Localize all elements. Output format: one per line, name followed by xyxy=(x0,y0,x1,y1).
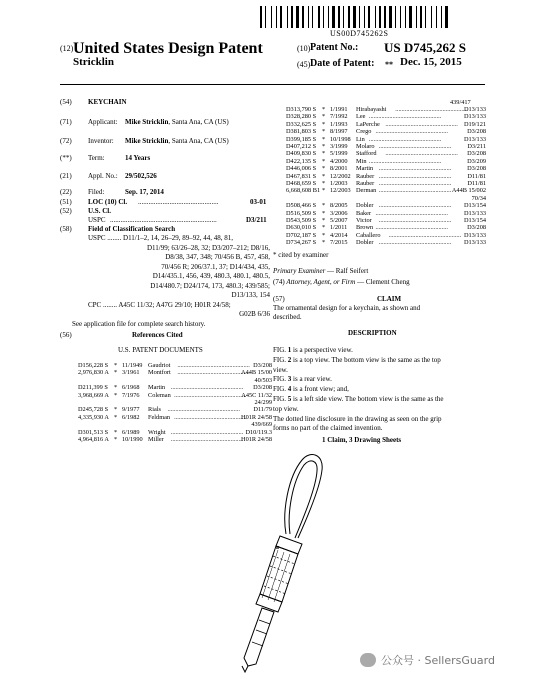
description-line: forms no part of the claimed invention. xyxy=(273,424,383,433)
watermark-text: 公众号 · SellersGuard xyxy=(381,654,495,667)
reference-inventor: Hirabayashi xyxy=(356,106,387,113)
applicant-location: , Santa Ana, CA (US) xyxy=(168,118,229,126)
filed-label: Filed: xyxy=(88,188,105,196)
reference-number: D407,212 S xyxy=(286,143,317,150)
reference-inventor: Wright xyxy=(148,428,166,436)
reference-class: A44B 15/002 xyxy=(451,187,486,195)
reference-class: D10/119.3 xyxy=(245,428,272,436)
reference-date: 1/1993 xyxy=(330,120,348,128)
reference-class: D13/133 xyxy=(463,209,486,217)
keychain-drawing xyxy=(190,452,340,682)
reference-date: 5/2007 xyxy=(330,217,348,224)
classification-search-line: USPC ........ D11/1–2, 14, 26–29, 89–92, 44, 48, 81, xyxy=(88,234,234,242)
field-54-tag: (54) xyxy=(60,98,72,106)
reference-date: 6/1982 xyxy=(122,413,140,421)
reference-inventor: Dobler xyxy=(356,202,374,210)
reference-leader: .............................................. xyxy=(378,143,452,150)
reference-date: 11/1949 xyxy=(122,362,143,369)
reference-continued-class: 439/417 xyxy=(450,99,471,106)
reference-leader: .............................................. xyxy=(395,106,468,113)
reference-number: D211,399 S xyxy=(78,384,108,392)
page-title: United States Design Patent xyxy=(73,40,263,57)
reference-number: D468,659 S xyxy=(286,180,317,187)
reference-date: 8/2005 xyxy=(330,202,348,210)
reference-inventor: Min xyxy=(356,157,367,165)
reference-class: 24/299 xyxy=(254,399,272,406)
reference-date: 6/1968 xyxy=(122,384,140,392)
reference-star: * xyxy=(114,369,118,377)
reference-number: D630,010 S xyxy=(286,224,317,232)
term-extension-marker: ** xyxy=(385,60,393,69)
reference-leader: .............................................. xyxy=(167,406,240,414)
reference-star: * xyxy=(322,135,326,143)
watermark xyxy=(360,652,495,668)
reference-leader: .............................................. xyxy=(385,150,458,158)
reference-star: * xyxy=(322,224,326,232)
reference-class: D3/208 xyxy=(467,150,486,158)
reference-class: D3/208 xyxy=(467,224,486,232)
reference-leader: .............................................. xyxy=(170,436,244,443)
reference-number: D399,185 S xyxy=(286,135,317,143)
classification-search-line: CPC ........ A45C 11/32; A47G 29/10; H01R 24/58; xyxy=(88,300,231,309)
keychain-grip xyxy=(260,546,298,602)
description-line: FIG. 1 is a perspective view. xyxy=(273,346,353,354)
reference-inventor: Feldman xyxy=(148,413,171,421)
reference-inventor: Gaudriot xyxy=(148,362,171,369)
claim-title: CLAIM xyxy=(377,295,402,303)
reference-class: D19/121 xyxy=(463,120,486,128)
description-line: FIG. 3 is a rear view. xyxy=(273,375,332,384)
reference-leader: .............................................. xyxy=(385,120,458,128)
reference-number: D702,187 S xyxy=(286,231,317,239)
reference-leader: .............................................. xyxy=(375,209,448,217)
primary-examiner-label: Primary Examiner xyxy=(273,267,326,275)
reference-date: 3/1961 xyxy=(122,369,140,377)
loc-class-label: LOC (10) Cl. xyxy=(88,198,128,206)
reference-date: 8/2001 xyxy=(330,165,348,173)
reference-date: 3/1999 xyxy=(330,143,348,150)
reference-star: * xyxy=(114,428,118,436)
reference-star: * xyxy=(114,406,118,414)
classification-search-line: G02B 6/36 xyxy=(239,310,270,318)
date-of-patent: Dec. 15, 2015 xyxy=(400,56,462,68)
us-patent-documents-label: U.S. PATENT DOCUMENTS xyxy=(118,346,203,354)
claim-text-line-2: described. xyxy=(273,313,302,321)
classification-search-line: D14/480.7; D24/174, 173, 480.3; 439/585; xyxy=(150,281,270,290)
reference-inventor: Crego xyxy=(356,128,372,136)
reference-leader: .............................................. xyxy=(378,180,452,187)
reference-class: D13/133 xyxy=(463,135,486,143)
reference-class: H01R 24/58 xyxy=(241,436,272,443)
reference-date: 10/1990 xyxy=(122,436,143,443)
appl-no-label: Appl. No.: xyxy=(88,172,118,180)
reference-star: * xyxy=(322,202,326,210)
reference-number: D156,228 S xyxy=(78,362,109,369)
date-of-patent-label: Date of Patent: xyxy=(310,58,375,69)
filed-value: Sep. 17, 2014 xyxy=(125,188,164,196)
reference-star: * xyxy=(322,106,326,113)
reference-date: 1/2011 xyxy=(330,224,348,232)
description-line: FIG. 5 is a left side view. The bottom view is the same as the xyxy=(273,395,444,403)
reference-inventor: Lin xyxy=(356,135,365,143)
term-value: 14 Years xyxy=(125,154,151,162)
field-21-tag: (21) xyxy=(60,172,72,180)
classification-search-line: See application file for complete search history. xyxy=(72,319,206,328)
uspc-label: USPC xyxy=(88,216,106,224)
reference-inventor: Baker xyxy=(356,209,372,217)
reference-number: D516,509 S xyxy=(286,209,317,217)
reference-number: D328,280 S xyxy=(286,113,317,121)
reference-number: D734,267 S xyxy=(286,239,317,247)
reference-inventor: Rauber xyxy=(356,180,375,187)
description-line: The dotted line disclosure in the drawing as seen on the grip xyxy=(273,414,442,423)
reference-inventor: Molaro xyxy=(356,143,375,150)
reference-class: D3/208 xyxy=(467,165,486,173)
claim-text-line-1: The ornamental design for a keychain, as shown and xyxy=(273,304,421,312)
reference-number: D508,466 S xyxy=(286,202,317,210)
barcode-number: US00D745262S xyxy=(330,29,389,38)
reference-class: D3/208 xyxy=(467,128,486,136)
reference-class: D13/133 xyxy=(463,239,486,247)
reference-number: D301,513 S xyxy=(78,428,109,436)
reference-number: D422,135 S xyxy=(286,157,317,165)
reference-leader: .............................................. xyxy=(177,362,250,369)
reference-class: A45C 11/32 xyxy=(241,391,272,399)
description-line: FIG. 4 is a front view; and, xyxy=(273,385,349,394)
reference-star: * xyxy=(114,384,118,392)
design-title: KEYCHAIN xyxy=(88,98,127,106)
reference-class: D13/154 xyxy=(463,217,486,224)
reference-inventor: Caballero xyxy=(356,231,381,239)
reference-number: D245,728 S xyxy=(78,406,109,414)
reference-inventor: Stafford xyxy=(356,150,377,158)
reference-inventor: Martin xyxy=(356,165,374,173)
loc-class-value: 03-01 xyxy=(250,198,267,206)
field-of-search-label: Field of Classification Search xyxy=(88,225,176,233)
reference-star: * xyxy=(322,157,326,165)
reference-date: 12/2003 xyxy=(330,187,351,195)
uspc-value: D3/211 xyxy=(246,216,267,224)
patent-number-label: Patent No.: xyxy=(310,42,359,53)
reference-inventor: Martin xyxy=(148,384,166,392)
reference-star: * xyxy=(114,413,118,421)
reference-leader: .............................................. xyxy=(378,217,452,224)
reference-class: 40/503 xyxy=(254,376,272,384)
reference-star: * xyxy=(322,231,326,239)
reference-class: D13/154 xyxy=(463,202,486,210)
reference-leader: .............................................. xyxy=(170,428,244,436)
reference-class: D13/133 xyxy=(463,231,486,239)
attorney-name: — Clement Cheng xyxy=(355,278,410,286)
inventor-label: Inventor: xyxy=(88,137,114,145)
field-52-tag: (52) xyxy=(60,207,72,215)
barcode xyxy=(260,6,474,28)
reference-number: D313,790 S xyxy=(286,106,317,113)
reference-number: 2,976,830 A xyxy=(78,369,109,377)
reference-date: 8/1997 xyxy=(330,128,348,136)
inventor-name: Mike Stricklin xyxy=(125,137,169,145)
reference-inventor: Lee xyxy=(356,113,366,121)
reference-leader: .............................................. xyxy=(177,369,250,377)
reference-class: D11/79 xyxy=(253,406,272,414)
reference-inventor: Dobler xyxy=(356,239,374,247)
reference-class: 439/669 xyxy=(251,421,272,429)
reference-number: D467,831 S xyxy=(286,172,317,180)
reference-number: D409,830 S xyxy=(286,150,317,158)
classification-search-line: D14/435.1, 456, 439, 480.3, 480.1, 480.5, xyxy=(152,272,270,280)
reference-leader: .............................................. xyxy=(378,202,452,210)
classification-search-line: 70/456 R; 206/37.1, 37; D14/434, 435, xyxy=(161,262,270,271)
loc-class-leader: .............................................. xyxy=(138,198,219,206)
reference-inventor: Coleman xyxy=(148,391,171,399)
reference-leader: .............................................. xyxy=(375,128,448,136)
reference-star: * xyxy=(322,187,326,195)
reference-date: 7/1976 xyxy=(122,391,140,399)
reference-class: D3/211 xyxy=(467,143,486,150)
field-58-tag: (58) xyxy=(60,225,72,233)
reference-inventor: Montfort xyxy=(148,369,171,377)
reference-number: D381,803 S xyxy=(286,128,317,136)
term-label: Term: xyxy=(88,154,105,162)
applicant-name: Mike Stricklin xyxy=(125,118,169,126)
reference-inventor: Rials xyxy=(148,406,161,414)
claim-tag: (57) xyxy=(273,295,285,303)
primary-examiner-name: — Ralf Seifert xyxy=(325,267,369,275)
reference-star: * xyxy=(114,391,118,399)
reference-leader: .............................................. xyxy=(170,384,244,392)
reference-star: * xyxy=(114,436,118,443)
reference-leader: .............................................. xyxy=(378,172,452,180)
term-tag: (**) xyxy=(60,154,72,162)
reference-inventor: Miller xyxy=(148,436,164,443)
reference-class: H01R 24/58 xyxy=(241,413,272,421)
field-22-tag: (22) xyxy=(60,188,72,196)
reference-date: 5/1999 xyxy=(330,150,348,158)
reference-class: D13/133 xyxy=(463,113,486,121)
reference-class: D3/208 xyxy=(253,384,272,392)
reference-star: * xyxy=(322,120,326,128)
classification-search-line: D11/99; 63/26–28, 32; D3/207–212; D8/16, xyxy=(146,243,270,252)
reference-star: * xyxy=(322,128,326,136)
uspc-leader: ............................................................. xyxy=(110,216,217,224)
reference-date: 3/2006 xyxy=(330,209,348,217)
reference-date: 1/2003 xyxy=(330,180,348,187)
reference-date: 7/2015 xyxy=(330,239,348,247)
appl-no-value: 29/502,526 xyxy=(125,172,157,180)
attorney-tag: (74) xyxy=(273,278,285,286)
cited-by-examiner-note: * cited by examiner xyxy=(273,251,329,259)
reference-class: D3/208 xyxy=(253,362,272,369)
reference-date: 10/1998 xyxy=(330,135,351,143)
reference-class: D11/81 xyxy=(467,172,486,180)
reference-leader: .............................................. xyxy=(378,187,452,195)
description-line: FIG. 2 is a top view. The bottom view is the same as the top xyxy=(273,355,441,364)
claims-summary: 1 Claim, 3 Drawing Sheets xyxy=(322,436,402,444)
reference-inventor: Derman xyxy=(356,187,377,195)
patent-number: US D745,262 S xyxy=(384,40,466,55)
reference-leader: .............................................. xyxy=(378,239,452,247)
reference-star: * xyxy=(322,180,326,187)
reference-class: D3/209 xyxy=(467,157,486,165)
reference-leader: .............................................. xyxy=(368,157,442,165)
reference-star: * xyxy=(322,113,326,121)
classification-search-line: D8/38, 347, 348; 70/456 B, 457, 458, xyxy=(165,253,270,261)
reference-date: 7/1992 xyxy=(330,113,348,121)
keychain-plug xyxy=(244,608,274,666)
reference-star: * xyxy=(322,217,326,224)
field-56-tag: (56) xyxy=(60,331,72,339)
reference-leader: .............................................. xyxy=(368,135,442,143)
reference-date: 1/1991 xyxy=(330,106,348,113)
header-tag-45: (45) xyxy=(297,60,311,69)
description-title: DESCRIPTION xyxy=(348,329,397,337)
header-divider xyxy=(60,84,485,85)
references-cited-label: References Cited xyxy=(132,331,183,339)
description-line: view. xyxy=(273,365,288,374)
reference-date: 6/1989 xyxy=(122,428,140,436)
reference-star: * xyxy=(322,209,326,217)
reference-date: 9/1977 xyxy=(122,406,140,414)
reference-star: * xyxy=(322,143,326,150)
description-line: top view. xyxy=(273,404,299,413)
header-tag-12: (12) xyxy=(60,44,74,53)
reference-number: D543,509 S xyxy=(286,217,317,224)
reference-leader: .............................................. xyxy=(368,113,442,121)
keychain-ferrule xyxy=(276,536,302,554)
reference-leader: .............................................. xyxy=(174,391,247,399)
reference-inventor: Brown xyxy=(356,224,374,232)
reference-leader: .............................................. xyxy=(378,165,452,173)
reference-number: 6,668,608 B1 xyxy=(286,187,321,195)
wechat-icon xyxy=(360,653,376,667)
reference-star: * xyxy=(322,165,326,173)
field-72-tag: (72) xyxy=(60,137,72,145)
reference-number: D446,006 S xyxy=(286,165,317,173)
reference-date: 4/2000 xyxy=(330,157,348,165)
reference-star: * xyxy=(322,150,326,158)
reference-inventor: Victor xyxy=(356,217,372,224)
header-tag-10: (10) xyxy=(297,44,311,53)
reference-number: 4,335,930 A xyxy=(78,413,109,421)
reference-leader: .............................................. xyxy=(375,224,448,232)
reference-star: * xyxy=(322,172,326,180)
reference-class: 70/34 xyxy=(471,194,486,202)
reference-number: 3,968,669 A xyxy=(78,391,109,399)
applicant-label: Applicant: xyxy=(88,118,118,126)
reference-leader: .............................................. xyxy=(174,413,247,421)
reference-number: D332,625 S xyxy=(286,120,317,128)
reference-star: * xyxy=(114,362,118,369)
field-71-tag: (71) xyxy=(60,118,72,126)
reference-date: 12/2002 xyxy=(330,172,351,180)
reference-inventor: Rauber xyxy=(356,172,375,180)
inventor-location: , Santa Ana, CA (US) xyxy=(168,137,229,145)
reference-class: D13/133 xyxy=(463,106,486,113)
field-51-tag: (51) xyxy=(60,198,72,206)
reference-class: A44B 15/00 xyxy=(241,369,272,377)
reference-star: * xyxy=(322,239,326,247)
reference-number: 4,964,816 A xyxy=(78,436,109,443)
classification-search-line: D13/133, 154 xyxy=(231,291,270,299)
reference-leader: .............................................. xyxy=(388,231,462,239)
us-class-label: U.S. Cl. xyxy=(88,207,111,215)
reference-class: D11/81 xyxy=(467,180,486,187)
applicant-short-name: Stricklin xyxy=(73,56,114,68)
reference-inventor: LaPerche xyxy=(356,120,380,128)
reference-date: 4/2014 xyxy=(330,231,348,239)
attorney-label: Attorney, Agent, or Firm xyxy=(286,278,356,286)
